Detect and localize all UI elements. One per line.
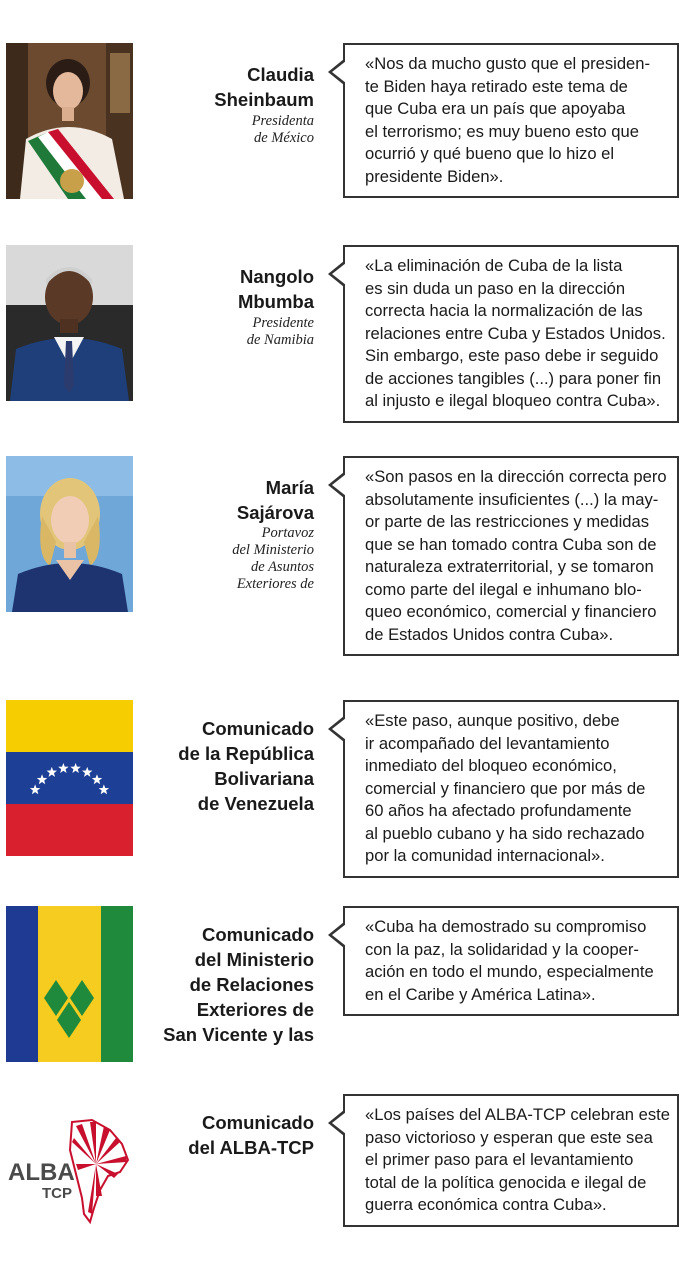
speaker-name: Comunicado de la República Bolivariana de Venezuela [178,718,314,814]
speaker-name: María Sajárova [236,477,314,523]
quote-bubble: «Cuba ha demostrado su compromiso con la paz, la solidaridad y la cooper- ación en todo el mundo, especialmente en el Caribe y América Latina». [343,906,679,1016]
portrait-woman-icon [6,43,133,199]
quote-bubble: «Son pasos en la dirección correcta pero absolutamente insuficientes (...) la may- or parte de las restricciones y medidas que se han tomado contra Cuba son de naturaleza extraterritorial, y se tomaron como parte del ilegal e inhumano blo- queo económico, comercial y financiero de Estados Unidos contra Cuba». [343,456,679,656]
flag-saint-vincent [6,906,133,1062]
speaker-name: Comunicado del Ministerio de Relaciones Exteriores de San Vicente y las [163,924,314,1045]
portrait-woman-blonde-icon [6,456,133,612]
tcp-logo-text: TCP [42,1185,72,1202]
quote-bubble: «Los países del ALBA-TCP celebran este paso victorioso y esperan que este sea el primer paso para el levantamiento total de la política genocida e ilegal de guerra económica contra Cuba». [343,1094,679,1227]
alba-tcp-logo-icon [6,1110,133,1230]
portrait-man-icon [6,245,133,401]
venezuela-flag-icon [6,700,133,856]
portrait-photo [6,43,133,199]
speaker-name: Comunicado del ALBA-TCP [188,1112,314,1158]
speaker-role: Portavoz del Ministerio de Asuntos Exteriores de [232,525,314,592]
quote-bubble: «La eliminación de Cuba de la lista es sin duda un paso en la dirección correcta hacia la normalización de las relaciones entre Cuba y Estados Unidos. Sin embargo, este paso debe ir seguido de acciones tangibles (...) para poner fin al injusto e ilegal bloqueo contra Cuba». [343,245,679,423]
speaker-role: Presidenta de México [251,113,314,146]
saint-vincent-flag-icon [6,906,133,1062]
quote-bubble: «Nos da mucho gusto que el presiden- te Biden haya retirado este tema de que Cuba era un país que apoyaba el terrorismo; es muy bueno esto que ocurrió y qué bueno que lo hizo el presidente Biden». [343,43,679,198]
speaker-name: Claudia Sheinbaum [214,64,314,110]
logo-alba-tcp [6,1110,133,1230]
speaker-role: Presidente de Namibia [246,315,314,348]
flag-venezuela [6,700,133,856]
alba-logo-text: ALBA [8,1159,75,1186]
quote-bubble: «Este paso, aunque positivo, debe ir acompañado del levantamiento inmediato del bloqueo económico, comercial y financiero que por más de 60 años ha afectado profundamente al pueblo cubano y ha sido rechazado por la comunidad internacional». [343,700,679,878]
portrait-photo [6,456,133,612]
speaker-name: Nangolo Mbumba [237,266,314,312]
portrait-photo [6,245,133,401]
